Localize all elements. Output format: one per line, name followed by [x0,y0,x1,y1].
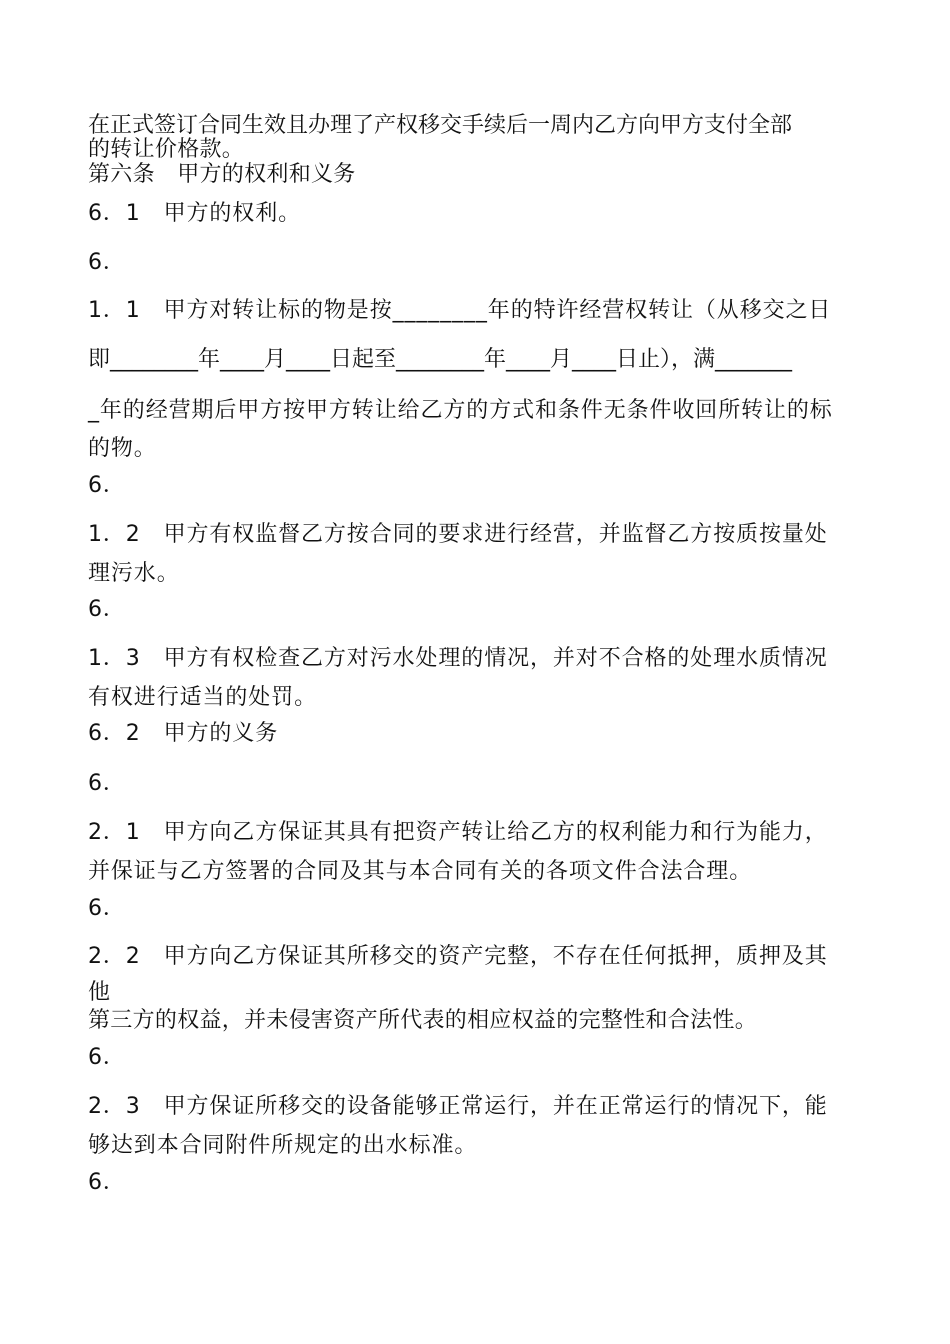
text-line: 2．3 甲方保证所移交的设备能够正常运行，并在正常运行的情况下，能 [88,1094,828,1119]
clause-number: 6． [88,1045,126,1070]
text-line: 2．1 甲方向乙方保证其具有把资产转让给乙方的权利能力和行为能力， [88,820,828,845]
clause-number: 6． [88,771,126,796]
text-line: 并保证与乙方签署的合同及其与本合同有关的各项文件合法合理。 [88,859,753,884]
text-line: 有权进行适当的处罚。 [88,685,318,710]
clause-heading: 6．1 甲方的权利。 [88,201,301,226]
clause-number: 6． [88,597,126,622]
text-line: 够达到本合同附件所规定的出水标准。 [88,1133,478,1158]
clause-number: 6． [88,1170,126,1195]
text-line: 的物。 [88,436,157,461]
text-line: 第三方的权益，并未侵害资产所代表的相应权益的完整性和合法性。 [88,1008,758,1033]
text-line: 在正式签订合同生效且办理了产权移交手续后一周内乙方向甲方支付全部 [88,113,793,138]
text-line: 他 [88,980,111,1005]
text-line: 1．3 甲方有权检查乙方对污水处理的情况，并对不合格的处理水质情况 [88,646,828,671]
clause-number: 6． [88,250,126,275]
text-line: 1．2 甲方有权监督乙方按合同的要求进行经营，并监督乙方按质按量处 [88,522,828,547]
clause-number: 6． [88,896,126,921]
text-line: 2．2 甲方向乙方保证其所移交的资产完整，不存在任何抵押，质押及其 [88,944,828,969]
section-heading: 第六条 甲方的权利和义务 [88,162,356,187]
text-line: 理污水。 [88,561,180,586]
text-line: _年的经营期后甲方按甲方转让给乙方的方式和条件无条件收回所转让的标 [88,398,833,423]
text-line: 即________年____月____日起至________年____月____日止），满_______ [88,347,793,372]
clause-heading: 6．2 甲方的义务 [88,721,279,746]
text-line: 1．1 甲方对转让标的物是按________年的特许经营权转让（从移交之日 [88,298,832,323]
text-line: 的转让价格款。 [88,137,245,162]
clause-number: 6． [88,473,126,498]
